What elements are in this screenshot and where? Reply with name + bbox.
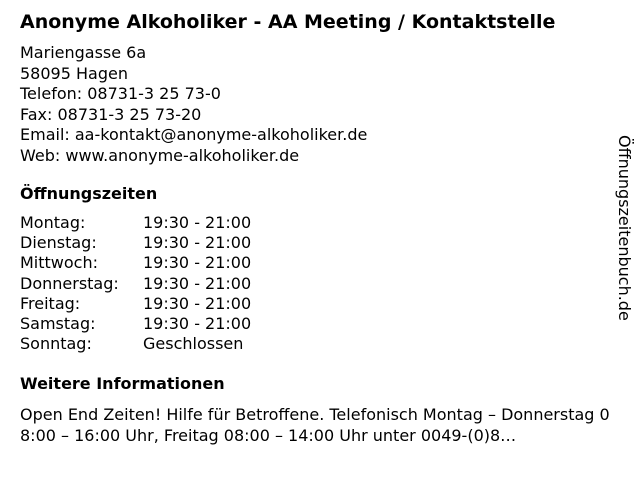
hours-day: Freitag: [20, 293, 81, 313]
info-text: Open End Zeiten! Hilfe für Betroffene. Telefonisch Montag – Donnerstag 08:00 – 16:00 Uhr, Freitag 08:00 – 14:00 Uhr unter 0049-(0)8… [20, 405, 610, 445]
street-address: Mariengasse 6a [20, 43, 147, 62]
hours-time: Geschlossen [143, 334, 244, 354]
hours-time: 19:30 - 21:00 [143, 213, 252, 232]
hours-row-monday [20, 213, 251, 233]
hours-day: Donnerstag: [20, 273, 119, 293]
hours-row-friday [20, 294, 251, 314]
info-heading: Weitere Informationen [20, 374, 225, 393]
hours-row-sunday [20, 334, 251, 354]
hours-heading: Öffnungszeiten [20, 184, 158, 203]
city-address: 58095 Hagen [20, 63, 128, 83]
website-address: Web: www.anonyme-alkoholiker.de [20, 145, 300, 165]
hours-day: Dienstag: [20, 233, 97, 253]
hours-time: 19:30 - 21:00 [143, 253, 252, 273]
contact-block [20, 43, 367, 166]
hours-table [20, 213, 251, 354]
hours-day: Montag: [20, 213, 86, 232]
email-address: Email: aa-kontakt@anonyme-alkoholiker.de [20, 125, 368, 144]
hours-row-tuesday [20, 233, 251, 253]
phone-number: Telefon: 08731-3 25 73-0 [20, 84, 221, 103]
page-title: Anonyme Alkoholiker - AA Meeting / Kontaktstelle [20, 11, 556, 33]
hours-day: Samstag: [20, 314, 96, 334]
hours-day: Mittwoch: [20, 253, 98, 273]
hours-time: 19:30 - 21:00 [143, 273, 252, 293]
hours-time: 19:30 - 21:00 [143, 314, 252, 334]
fax-number: Fax: 08731-3 25 73-20 [20, 104, 202, 124]
hours-row-thursday [20, 274, 251, 294]
hours-time: 19:30 - 21:00 [143, 293, 252, 313]
hours-row-wednesday [20, 253, 251, 273]
site-watermark: Öffnungszeitenbuch.de [615, 135, 634, 321]
hours-day: Sonntag: [20, 334, 92, 354]
hours-time: 19:30 - 21:00 [143, 233, 252, 253]
hours-row-saturday [20, 314, 251, 334]
